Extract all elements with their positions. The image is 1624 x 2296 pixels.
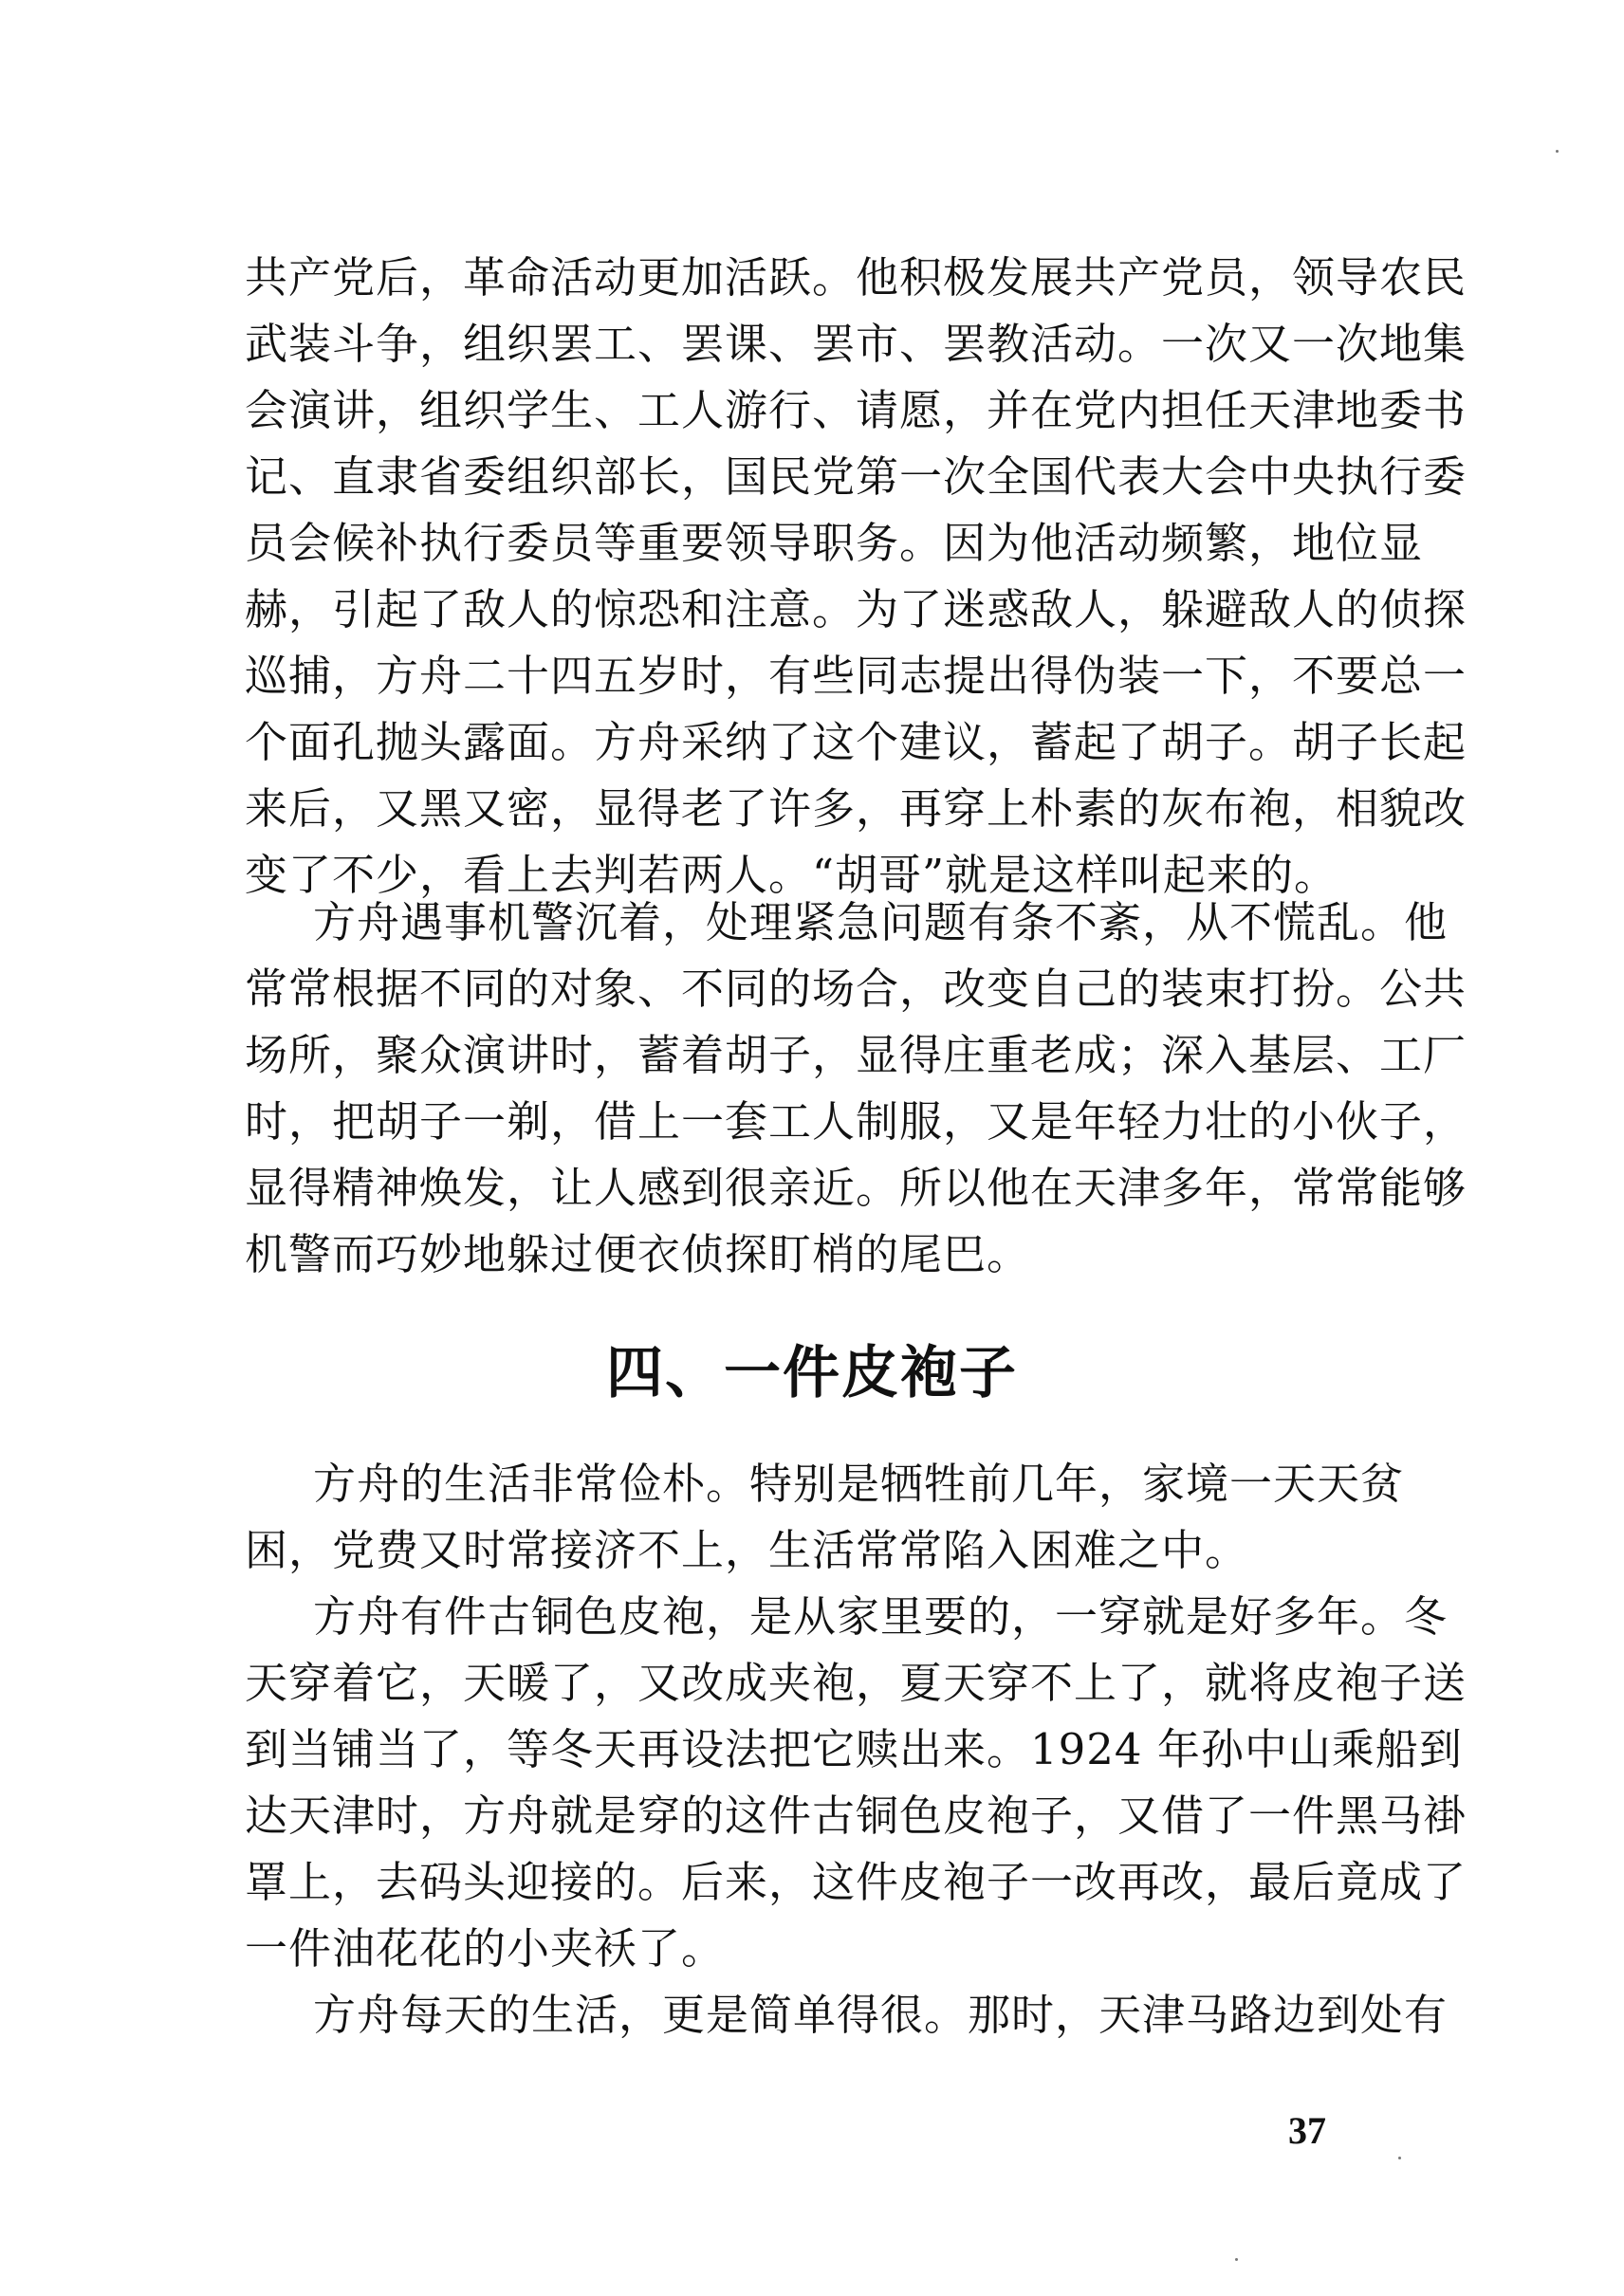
text-line: 方舟遇事机警沉着，处理紧急问题有条不紊，从不慌乱。他 [313,897,1449,947]
text-line: 变了不少，看上去判若两人。“胡哥”就是这样叫起来的。 [245,850,1338,900]
text-line: 时，把胡子一剃，借上一套工人制服，又是年轻力壮的小伙子， [245,1096,1467,1147]
text-line: 个面孔抛头露面。方舟采纳了这个建议，蓄起了胡子。胡子长起 [245,717,1467,767]
text-line: 员会候补执行委员等重要领导职务。因为他活动频繁，地位显 [245,518,1424,568]
text-line: 赫，引起了敌人的惊恐和注意。为了迷惑敌人，躲避敌人的侦探 [245,584,1467,634]
paragraph-2 [245,890,1467,1288]
scan-speck [1235,2258,1238,2261]
text-line: 来后，又黑又密，显得老了许多，再穿上朴素的灰布袍，相貌改 [245,783,1467,834]
section-heading: 四、一件皮袍子 [606,1340,1018,1406]
paragraph-1 [245,245,1467,909]
text-line: 罩上，去码头迎接的。后来，这件皮袍子一改再改，最后竟成了 [245,1857,1467,1907]
text-line: 方舟有件古铜色皮袍，是从家里要的，一穿就是好多年。冬 [313,1591,1449,1642]
text-line: 到当铺当了，等冬天再设法把它赎出来。1924 年孙中山乘船到 [245,1724,1463,1774]
text-line: 显得精神焕发，让人感到很亲近。所以他在天津多年，常常能够 [245,1163,1467,1213]
text-line: 一件油花花的小夹袄了。 [245,1923,726,1974]
text-line: 机警而巧妙地躲过便衣侦探盯梢的尾巴。 [245,1229,1031,1279]
text-line: 记、直隶省委组织部长，国民党第一次全国代表大会中央执行委 [245,451,1467,502]
paragraph-5 [245,1982,1449,2048]
text-line: 天穿着它，天暖了，又改成夹袍，夏天穿不上了，就将皮袍子送 [245,1658,1467,1708]
text-line: 方舟每天的生活，更是简单得很。那时，天津马路边到处有 [313,1990,1449,2040]
text-line: 达天津时，方舟就是穿的这件古铜色皮袍子，又借了一件黑马褂 [245,1791,1467,1841]
text-line: 会演讲，组织学生、工人游行、请愿，并在党内担任天津地委书 [245,385,1467,435]
text-line: 巡捕，方舟二十四五岁时，有些同志提出得伪装一下，不要总一 [245,651,1467,701]
text-line: 方舟的生活非常俭朴。特别是牺牲前几年，家境一天天贫 [313,1459,1405,1509]
section-body [245,1451,1467,2048]
text-line: 常常根据不同的对象、不同的场合，改变自己的装束打扮。公共 [245,964,1467,1014]
paragraph-3 [245,1451,1407,1584]
scan-speck [1556,150,1559,153]
text-line: 场所，聚众演讲时，蓄着胡子，显得庄重老成；深入基层、工厂 [245,1030,1467,1080]
paragraph-4 [245,1584,1467,1982]
text-line: 共产党后，革命活动更加活跃。他积极发展共产党员，领导农民 [245,252,1467,303]
scan-speck [1398,2157,1401,2159]
text-line: 困，党费又时常接济不上，生活常常陷入困难之中。 [245,1525,1249,1575]
text-line: 武装斗争，组织罢工、罢课、罢市、罢教活动。一次又一次地集 [245,319,1467,369]
page-number: 37 [1288,2109,1326,2152]
